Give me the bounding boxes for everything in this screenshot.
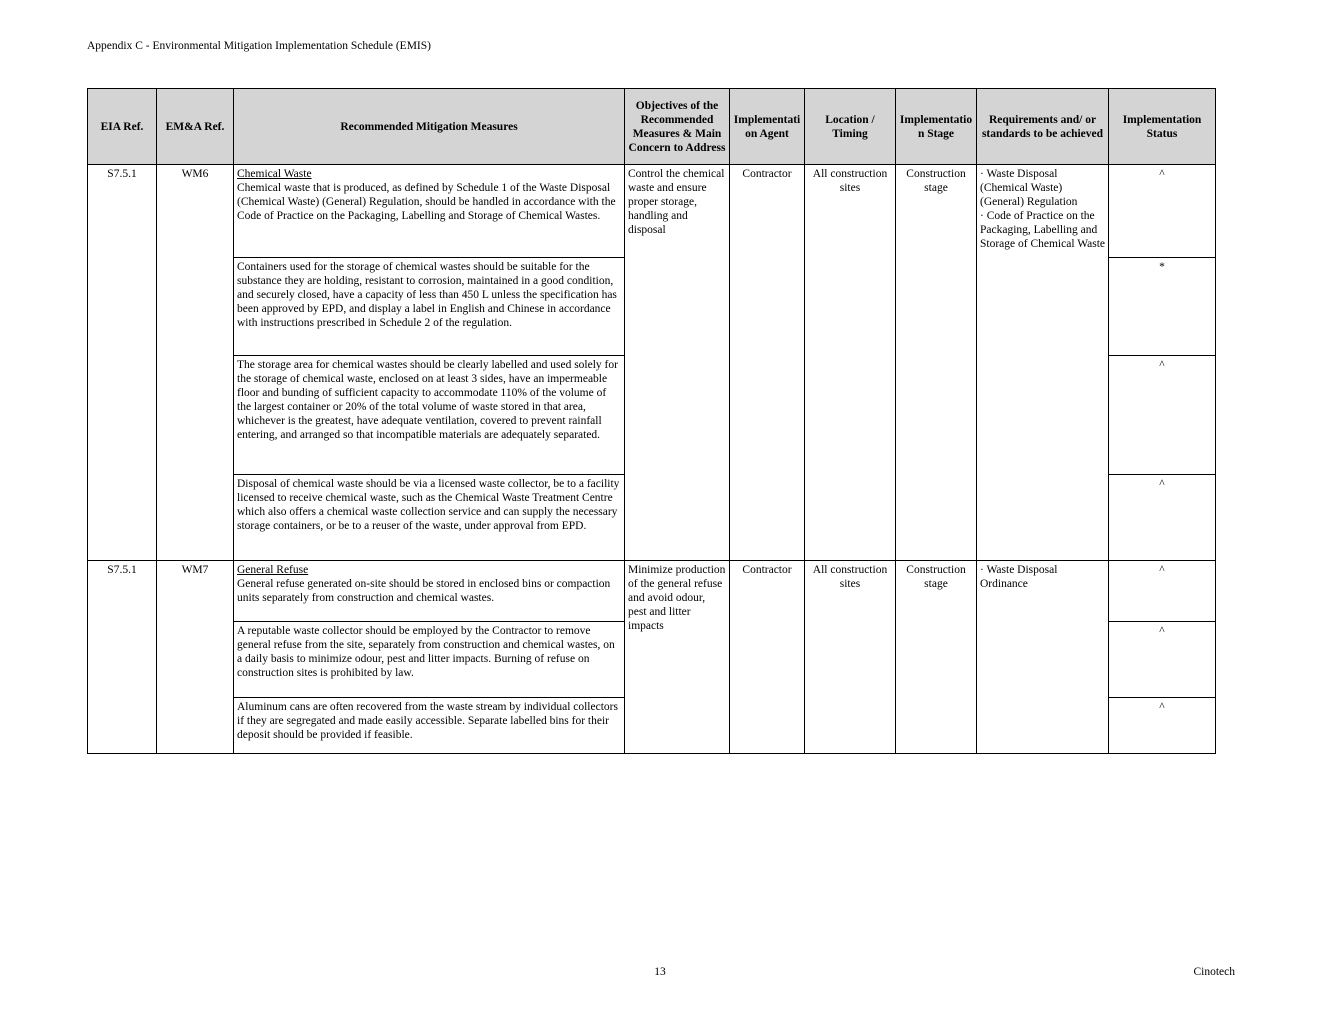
measure-cell [234,475,625,561]
measure-text: General refuse generated on-site should be stored in enclosed bins or compaction units separately from construction and chemical wastes. [237,578,611,604]
requirement-item: · Waste Disposal (Chemical Waste) (General) Regulation [980,168,1078,208]
cell-ema-ref: WM7 [157,561,234,754]
status-mark: * [1109,258,1216,356]
col-header-status: Implementation Status [1109,89,1216,165]
footer-brand: Cinotech [1193,966,1235,978]
measure-cell [234,698,625,754]
cell-requirements [977,561,1109,754]
col-header-objectives: Objectives of the Recommended Measures & Main Concern to Address [625,89,730,165]
measure-heading: General Refuse [237,564,309,576]
measure-cell [234,165,625,258]
page-number: 13 [654,966,666,978]
cell-eia-ref: S7.5.1 [88,165,157,561]
measure-cell [234,561,625,622]
cell-eia-ref: S7.5.1 [88,561,157,754]
col-header-measures: Recommended Mitigation Measures [234,89,625,165]
status-mark: ^ [1109,698,1216,754]
col-header-location: Location / Timing [805,89,896,165]
measure-heading: Chemical Waste [237,168,312,180]
cell-ema-ref: WM6 [157,165,234,561]
status-mark: ^ [1109,622,1216,698]
measure-text: Disposal of chemical waste should be via a licensed waste collector, be to a facility licensed to receive chemical waste, such as the Chemical Waste Treatment Centre which also offers a chemical waste collection service and can supply the necessary storage containers, or be to a reuser of the waste, under approval from EPD. [237,478,620,532]
col-header-agent: Implementation Agent [730,89,805,165]
col-header-requirements: Requirements and/ or standards to be achieved [977,89,1109,165]
measure-text: Aluminum cans are often recovered from the waste stream by individual collectors if they are segregated and made easily accessible. Separate labelled bins for their deposit should be provided if feasible. [237,701,618,741]
status-mark: ^ [1109,561,1216,622]
measure-text: Chemical waste that is produced, as defined by Schedule 1 of the Waste Disposal (Chemical Waste) (General) Regulation, should be handled in accordance with the Code of Practice on the Packaging, Labelling and Storage of Chemical Wastes. [237,182,616,222]
requirement-item: · Code of Practice on the Packaging, Labelling and Storage of Chemical Waste [980,210,1106,250]
measure-row [88,561,1216,622]
measure-cell [234,258,625,356]
measure-row [88,165,1216,258]
measure-text: Containers used for the storage of chemical wastes should be suitable for the substance they are holding, resistant to corrosion, maintained in a good condition, and securely closed, have a capacity of less than 450 L unless the specification has been approved by EPD, and display a label in English and Chinese in accordance with instructions prescribed in Schedule 2 of the regulation. [237,261,617,329]
measure-text: A reputable waste collector should be employed by the Contractor to remove general refuse from the site, separately from construction and chemical wastes, on a daily basis to minimize odour, pest and litter impacts. Burning of refuse on construction sites is prohibited by law. [237,625,615,679]
requirement-item: · Waste Disposal Ordinance [980,564,1058,590]
col-header-eia-ref: EIA Ref. [88,89,157,165]
measure-text: The storage area for chemical wastes should be clearly labelled and used solely for the storage of chemical waste, enclosed on at least 3 sides, have an impermeable floor and bunding of sufficient capacity to accommodate 110% of the volume of the largest container or 20% of the total volume of waste stored in that area, whichever is the greatest, have adequate ventilation, covered to prevent rainfall entering, and arranged so that incompatible materials are adequately separated. [237,359,618,441]
emis-table [87,88,1216,754]
cell-stage: Construction stage [896,165,977,561]
cell-stage: Construction stage [896,561,977,754]
measure-cell [234,622,625,698]
col-header-ema-ref: EM&A Ref. [157,89,234,165]
status-mark: ^ [1109,356,1216,475]
cell-objectives: Minimize production of the general refuse and avoid odour, pest and litter impacts [625,561,730,754]
status-mark: ^ [1109,165,1216,258]
measure-cell [234,356,625,475]
status-mark: ^ [1109,475,1216,561]
cell-agent: Contractor [730,165,805,561]
appendix-header-note: Appendix C - Environmental Mitigation Implementation Schedule (EMIS) [87,40,431,52]
col-header-stage: Implementation Stage [896,89,977,165]
cell-objectives: Control the chemical waste and ensure proper storage, handling and disposal [625,165,730,561]
cell-requirements [977,165,1109,561]
cell-agent: Contractor [730,561,805,754]
cell-location: All construction sites [805,561,896,754]
table-header-row [88,89,1216,165]
cell-location: All construction sites [805,165,896,561]
